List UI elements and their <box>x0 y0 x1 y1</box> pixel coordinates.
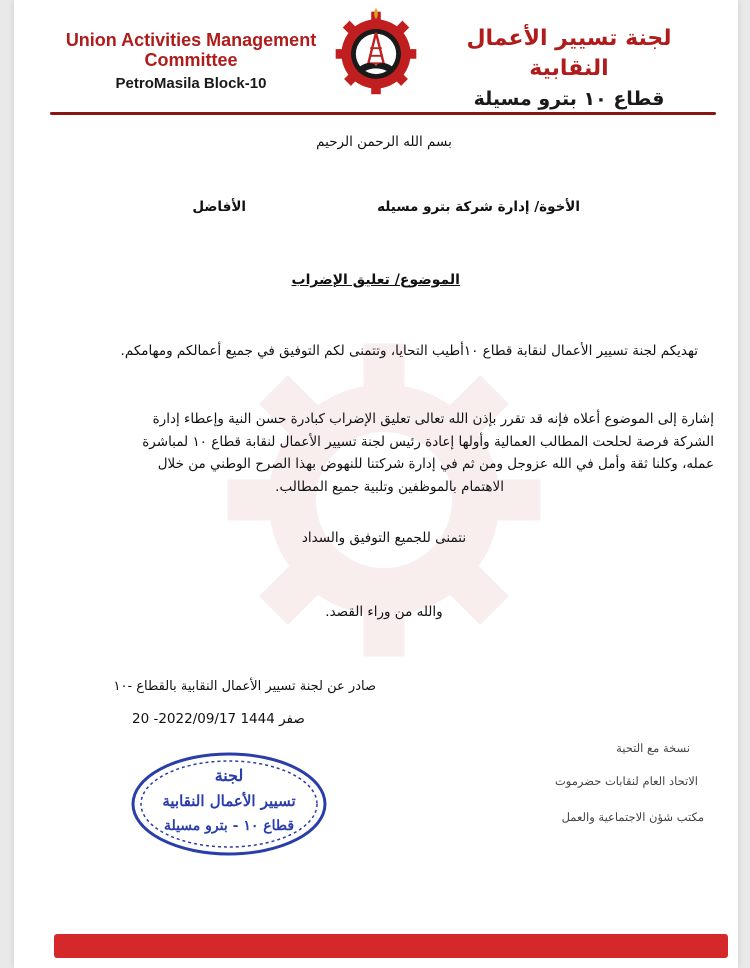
cc-line-3: مكتب شؤن الاجتماعية والعمل <box>561 810 704 824</box>
cc-line-2: الاتحاد العام لنقابات حضرموت <box>554 774 698 788</box>
greeting: تهديكم لجنة تسيير الأعمال لنقابة قطاع ١٠أطيب التحايا، وتتمنى لكم التوفيق في جميع أعمالكم ومهامكم. <box>120 343 698 359</box>
english-title-line2: Committee <box>144 50 238 70</box>
arabic-header <box>434 24 704 114</box>
basmala: بسم الله الرحمن الرحيم <box>316 134 452 150</box>
arabic-subtitle: قطاع ١٠ بترو مسيلة <box>473 88 665 110</box>
addressee: الأخوة/ إدارة شركة بترو مسيله <box>377 199 580 215</box>
header-divider <box>50 112 716 115</box>
stamp-line-2: تسيير الأعمال النقابية <box>162 792 296 810</box>
letter-page <box>14 0 738 968</box>
footer-bar <box>54 934 728 958</box>
stamp-text <box>130 752 328 856</box>
stamp-line-1: لجنة <box>214 766 244 785</box>
english-subtitle: PetroMasila Block-10 <box>115 75 267 92</box>
union-logo-icon <box>328 4 424 100</box>
honorific: الأفاضل <box>192 199 246 215</box>
wishes: نتمنى للجميع التوفيق والسداد <box>301 530 467 546</box>
cc-line-1: نسخة مع التحية <box>616 741 690 755</box>
english-title-line1: Union Activities Management <box>65 30 317 50</box>
subject: الموضوع/ تعليق الإضراب <box>291 272 460 288</box>
stamp-line-3: قطاع ١٠ - بترو مسيلة <box>163 818 295 834</box>
body-paragraph <box>66 408 714 498</box>
arabic-title: لجنة تسيير الأعمال النقابية <box>466 26 672 81</box>
closing: والله من وراء القصد. <box>325 604 443 620</box>
letter-date: 20 -2022/09/17 صفر 1444 <box>132 711 305 727</box>
english-header <box>62 30 320 94</box>
body-line: إشارة إلى الموضوع أعلاه فإنه قد تقرر بإذن الله تعالى تعليق الإضراب كبادرة حسن النية وإعطاء إدارة <box>152 411 714 427</box>
body-line: عمله، وكلنا ثقة وأمل في الله عزوجل ومن ثم في إدارة شركتنا للنهوض بهذا الصرح الوطني من خلال <box>157 456 714 472</box>
body-line: الاهتمام بالموظفين وتلبية جميع المطالب. <box>275 478 504 495</box>
issued-by: صادر عن لجنة تسيير الأعمال النقابية بالقطاع -١٠ <box>113 679 376 694</box>
body-line: الشركة فرصة لحلحت المطالب العمالية وأولها إعادة رئيس لجنة تسيير الأعمال لنقابة قطاع ١٠ لمباشرة <box>142 433 714 450</box>
